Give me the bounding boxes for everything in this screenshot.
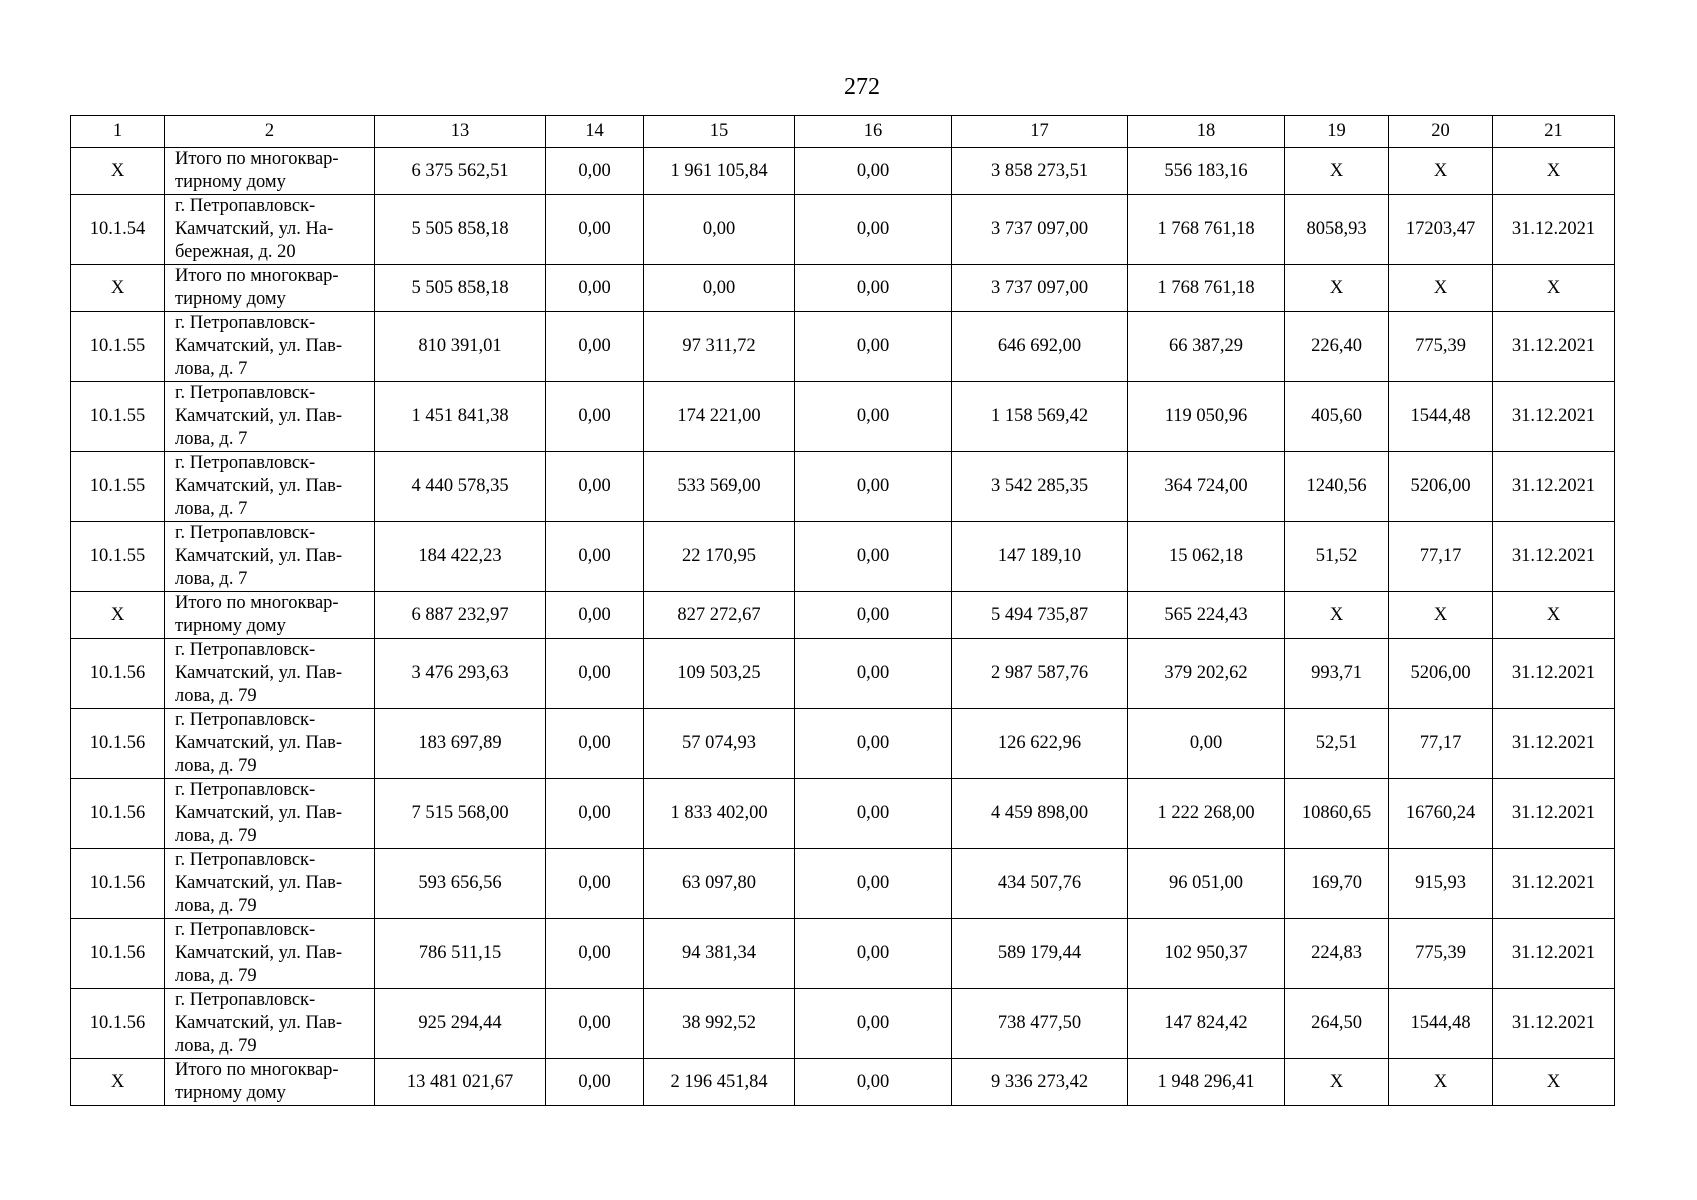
value-cell: 5 505 858,18 (375, 195, 546, 265)
value-cell: 2 196 451,84 (644, 1059, 795, 1106)
value-cell: 3 858 273,51 (952, 148, 1128, 195)
value-cell: 0,00 (546, 265, 644, 312)
address-cell (165, 592, 375, 639)
address-line: лова, д. 7 (175, 429, 248, 449)
address-line: лова, д. 7 (175, 569, 248, 589)
value-cell: 0,00 (546, 919, 644, 989)
value-cell: 1 158 569,42 (952, 382, 1128, 452)
value-cell: 0,00 (795, 709, 952, 779)
column-header: 14 (546, 116, 644, 148)
value-cell: 7 515 568,00 (375, 779, 546, 849)
row-number-cell: X (71, 265, 165, 312)
value-cell: 6 887 232,97 (375, 592, 546, 639)
value-cell: 184 422,23 (375, 522, 546, 592)
address-cell (165, 849, 375, 919)
address-line: Итого по многоквар- (175, 1060, 339, 1080)
value-cell: X (1389, 1059, 1493, 1106)
address-cell (165, 639, 375, 709)
column-header: 16 (795, 116, 952, 148)
value-cell: 0,00 (546, 382, 644, 452)
value-cell: 183 697,89 (375, 709, 546, 779)
value-cell: 119 050,96 (1128, 382, 1285, 452)
value-cell: 1 222 268,00 (1128, 779, 1285, 849)
value-cell: 0,00 (546, 709, 644, 779)
address-line: Камчатский, ул. Пав- (175, 943, 342, 963)
table-row (71, 195, 1615, 265)
value-cell: 97 311,72 (644, 312, 795, 382)
value-cell: 1 961 105,84 (644, 148, 795, 195)
address-line: бережная, д. 20 (175, 242, 296, 262)
value-cell: 31.12.2021 (1493, 639, 1615, 709)
value-cell: 364 724,00 (1128, 452, 1285, 522)
value-cell: 224,83 (1285, 919, 1389, 989)
value-cell: 102 950,37 (1128, 919, 1285, 989)
value-cell: 5 494 735,87 (952, 592, 1128, 639)
address-line: Камчатский, ул. Пав- (175, 1013, 342, 1033)
row-number-cell: X (71, 592, 165, 639)
address-line: тирному дому (175, 289, 286, 309)
address-cell (165, 709, 375, 779)
total-row (71, 1059, 1615, 1106)
address-line: г. Петропавловск- (175, 523, 316, 543)
row-number-cell: 10.1.55 (71, 452, 165, 522)
row-number-cell: 10.1.55 (71, 382, 165, 452)
value-cell: 51,52 (1285, 522, 1389, 592)
value-cell: X (1493, 265, 1615, 312)
value-cell: 31.12.2021 (1493, 382, 1615, 452)
data-table (70, 115, 1615, 1106)
row-number-cell: 10.1.56 (71, 639, 165, 709)
value-cell: 0,00 (795, 148, 952, 195)
address-line: г. Петропавловск- (175, 780, 316, 800)
table-row (71, 989, 1615, 1059)
address-cell (165, 382, 375, 452)
row-number-cell: 10.1.55 (71, 522, 165, 592)
value-cell: 556 183,16 (1128, 148, 1285, 195)
column-header: 13 (375, 116, 546, 148)
address-line: Камчатский, ул. Пав- (175, 803, 342, 823)
address-line: тирному дому (175, 172, 286, 192)
row-number-cell: X (71, 148, 165, 195)
total-row (71, 148, 1615, 195)
value-cell: 4 459 898,00 (952, 779, 1128, 849)
column-header: 18 (1128, 116, 1285, 148)
address-line: Итого по многоквар- (175, 593, 339, 613)
row-number-cell: 10.1.56 (71, 709, 165, 779)
column-header: 17 (952, 116, 1128, 148)
value-cell: 8058,93 (1285, 195, 1389, 265)
value-cell: 0,00 (795, 849, 952, 919)
value-cell: 52,51 (1285, 709, 1389, 779)
column-header: 20 (1389, 116, 1493, 148)
table-row (71, 312, 1615, 382)
address-line: г. Петропавловск- (175, 453, 316, 473)
value-cell: 0,00 (546, 522, 644, 592)
address-line: лова, д. 79 (175, 756, 257, 776)
value-cell: 0,00 (546, 312, 644, 382)
value-cell: 147 824,42 (1128, 989, 1285, 1059)
address-line: Камчатский, ул. Пав- (175, 546, 342, 566)
address-cell (165, 522, 375, 592)
address-cell (165, 779, 375, 849)
address-cell (165, 265, 375, 312)
table-row (71, 779, 1615, 849)
value-cell: 22 170,95 (644, 522, 795, 592)
value-cell: 57 074,93 (644, 709, 795, 779)
value-cell: 0,00 (795, 452, 952, 522)
address-line: г. Петропавловск- (175, 990, 316, 1010)
table-row (71, 849, 1615, 919)
table-row (71, 522, 1615, 592)
value-cell: 738 477,50 (952, 989, 1128, 1059)
address-cell (165, 989, 375, 1059)
address-line: Итого по многоквар- (175, 266, 339, 286)
value-cell: 1 833 402,00 (644, 779, 795, 849)
value-cell: 775,39 (1389, 919, 1493, 989)
value-cell: 1240,56 (1285, 452, 1389, 522)
value-cell: 434 507,76 (952, 849, 1128, 919)
address-line: Итого по многоквар- (175, 149, 339, 169)
value-cell: 63 097,80 (644, 849, 795, 919)
value-cell: X (1493, 148, 1615, 195)
value-cell: 5 505 858,18 (375, 265, 546, 312)
address-cell (165, 148, 375, 195)
address-line: лова, д. 7 (175, 499, 248, 519)
value-cell: 1544,48 (1389, 382, 1493, 452)
value-cell: 0,00 (546, 779, 644, 849)
address-cell (165, 919, 375, 989)
column-header: 1 (71, 116, 165, 148)
value-cell: 3 476 293,63 (375, 639, 546, 709)
value-cell: 2 987 587,76 (952, 639, 1128, 709)
value-cell: X (1389, 265, 1493, 312)
address-line: г. Петропавловск- (175, 920, 316, 940)
value-cell: 169,70 (1285, 849, 1389, 919)
address-line: г. Петропавловск- (175, 383, 316, 403)
column-header: 19 (1285, 116, 1389, 148)
value-cell: 915,93 (1389, 849, 1493, 919)
row-number-cell: 10.1.55 (71, 312, 165, 382)
address-line: лова, д. 7 (175, 359, 248, 379)
value-cell: 0,00 (795, 1059, 952, 1106)
value-cell: 264,50 (1285, 989, 1389, 1059)
address-line: лова, д. 79 (175, 826, 257, 846)
page-number: 272 (844, 74, 880, 100)
row-number-cell: X (71, 1059, 165, 1106)
address-line: тирному дому (175, 616, 286, 636)
value-cell: 0,00 (795, 989, 952, 1059)
value-cell: 3 737 097,00 (952, 265, 1128, 312)
column-header: 15 (644, 116, 795, 148)
value-cell: 379 202,62 (1128, 639, 1285, 709)
address-line: тирному дому (175, 1083, 286, 1103)
value-cell: X (1285, 1059, 1389, 1106)
value-cell: 0,00 (1128, 709, 1285, 779)
address-cell (165, 452, 375, 522)
value-cell: 94 381,34 (644, 919, 795, 989)
value-cell: 126 622,96 (952, 709, 1128, 779)
header-row (71, 116, 1615, 148)
value-cell: 593 656,56 (375, 849, 546, 919)
value-cell: 15 062,18 (1128, 522, 1285, 592)
value-cell: 147 189,10 (952, 522, 1128, 592)
value-cell: 77,17 (1389, 522, 1493, 592)
value-cell: 0,00 (795, 265, 952, 312)
value-cell: 405,60 (1285, 382, 1389, 452)
address-line: г. Петропавловск- (175, 313, 316, 333)
value-cell: 17203,47 (1389, 195, 1493, 265)
value-cell: 1 948 296,41 (1128, 1059, 1285, 1106)
value-cell: 0,00 (795, 592, 952, 639)
value-cell: 0,00 (644, 195, 795, 265)
value-cell: 589 179,44 (952, 919, 1128, 989)
value-cell: X (1389, 148, 1493, 195)
value-cell: X (1285, 148, 1389, 195)
address-line: г. Петропавловск- (175, 850, 316, 870)
address-line: лова, д. 79 (175, 1036, 257, 1056)
value-cell: 66 387,29 (1128, 312, 1285, 382)
value-cell: 77,17 (1389, 709, 1493, 779)
table-row (71, 452, 1615, 522)
value-cell: 533 569,00 (644, 452, 795, 522)
value-cell: 0,00 (795, 312, 952, 382)
value-cell: 3 542 285,35 (952, 452, 1128, 522)
value-cell: 0,00 (546, 1059, 644, 1106)
address-line: лова, д. 79 (175, 896, 257, 916)
value-cell: 31.12.2021 (1493, 195, 1615, 265)
value-cell: 5206,00 (1389, 452, 1493, 522)
address-line: Камчатский, ул. На- (175, 219, 334, 239)
address-cell (165, 312, 375, 382)
value-cell: 0,00 (795, 919, 952, 989)
value-cell: 786 511,15 (375, 919, 546, 989)
value-cell: 31.12.2021 (1493, 989, 1615, 1059)
value-cell: 993,71 (1285, 639, 1389, 709)
value-cell: 0,00 (546, 989, 644, 1059)
value-cell: 10860,65 (1285, 779, 1389, 849)
column-header: 2 (165, 116, 375, 148)
value-cell: 0,00 (795, 382, 952, 452)
value-cell: 38 992,52 (644, 989, 795, 1059)
value-cell: 3 737 097,00 (952, 195, 1128, 265)
table-row (71, 919, 1615, 989)
value-cell: 646 692,00 (952, 312, 1128, 382)
address-line: лова, д. 79 (175, 966, 257, 986)
value-cell: 0,00 (795, 522, 952, 592)
address-cell (165, 195, 375, 265)
value-cell: 0,00 (795, 639, 952, 709)
address-cell (165, 1059, 375, 1106)
value-cell: X (1493, 592, 1615, 639)
value-cell: 96 051,00 (1128, 849, 1285, 919)
row-number-cell: 10.1.54 (71, 195, 165, 265)
address-line: Камчатский, ул. Пав- (175, 873, 342, 893)
value-cell: 925 294,44 (375, 989, 546, 1059)
value-cell: 109 503,25 (644, 639, 795, 709)
row-number-cell: 10.1.56 (71, 989, 165, 1059)
address-line: г. Петропавловск- (175, 640, 316, 660)
value-cell: 0,00 (795, 195, 952, 265)
value-cell: 31.12.2021 (1493, 919, 1615, 989)
table-row (71, 382, 1615, 452)
address-line: г. Петропавловск- (175, 196, 316, 216)
value-cell: 0,00 (546, 849, 644, 919)
row-number-cell: 10.1.56 (71, 779, 165, 849)
address-line: лова, д. 79 (175, 686, 257, 706)
value-cell: 31.12.2021 (1493, 312, 1615, 382)
column-header: 21 (1493, 116, 1615, 148)
value-cell: 174 221,00 (644, 382, 795, 452)
value-cell: X (1493, 1059, 1615, 1106)
value-cell: 0,00 (795, 779, 952, 849)
value-cell: 0,00 (546, 148, 644, 195)
table-row (71, 709, 1615, 779)
value-cell: X (1285, 592, 1389, 639)
address-line: г. Петропавловск- (175, 710, 316, 730)
value-cell: 0,00 (546, 195, 644, 265)
value-cell: 226,40 (1285, 312, 1389, 382)
row-number-cell: 10.1.56 (71, 849, 165, 919)
value-cell: 31.12.2021 (1493, 709, 1615, 779)
value-cell: 13 481 021,67 (375, 1059, 546, 1106)
value-cell: 31.12.2021 (1493, 849, 1615, 919)
value-cell: 0,00 (546, 452, 644, 522)
address-line: Камчатский, ул. Пав- (175, 336, 342, 356)
value-cell: 31.12.2021 (1493, 522, 1615, 592)
value-cell: 16760,24 (1389, 779, 1493, 849)
address-line: Камчатский, ул. Пав- (175, 663, 342, 683)
value-cell: 0,00 (546, 639, 644, 709)
value-cell: 4 440 578,35 (375, 452, 546, 522)
value-cell: 9 336 273,42 (952, 1059, 1128, 1106)
total-row (71, 592, 1615, 639)
value-cell: 1 451 841,38 (375, 382, 546, 452)
address-line: Камчатский, ул. Пав- (175, 406, 342, 426)
row-number-cell: 10.1.56 (71, 919, 165, 989)
value-cell: 6 375 562,51 (375, 148, 546, 195)
table-row (71, 639, 1615, 709)
value-cell: 810 391,01 (375, 312, 546, 382)
value-cell: 775,39 (1389, 312, 1493, 382)
value-cell: X (1285, 265, 1389, 312)
value-cell: 0,00 (644, 265, 795, 312)
address-line: Камчатский, ул. Пав- (175, 733, 342, 753)
value-cell: X (1389, 592, 1493, 639)
total-row (71, 265, 1615, 312)
value-cell: 1 768 761,18 (1128, 195, 1285, 265)
value-cell: 1544,48 (1389, 989, 1493, 1059)
value-cell: 0,00 (546, 592, 644, 639)
value-cell: 5206,00 (1389, 639, 1493, 709)
value-cell: 31.12.2021 (1493, 779, 1615, 849)
value-cell: 31.12.2021 (1493, 452, 1615, 522)
value-cell: 565 224,43 (1128, 592, 1285, 639)
value-cell: 1 768 761,18 (1128, 265, 1285, 312)
value-cell: 827 272,67 (644, 592, 795, 639)
address-line: Камчатский, ул. Пав- (175, 476, 342, 496)
